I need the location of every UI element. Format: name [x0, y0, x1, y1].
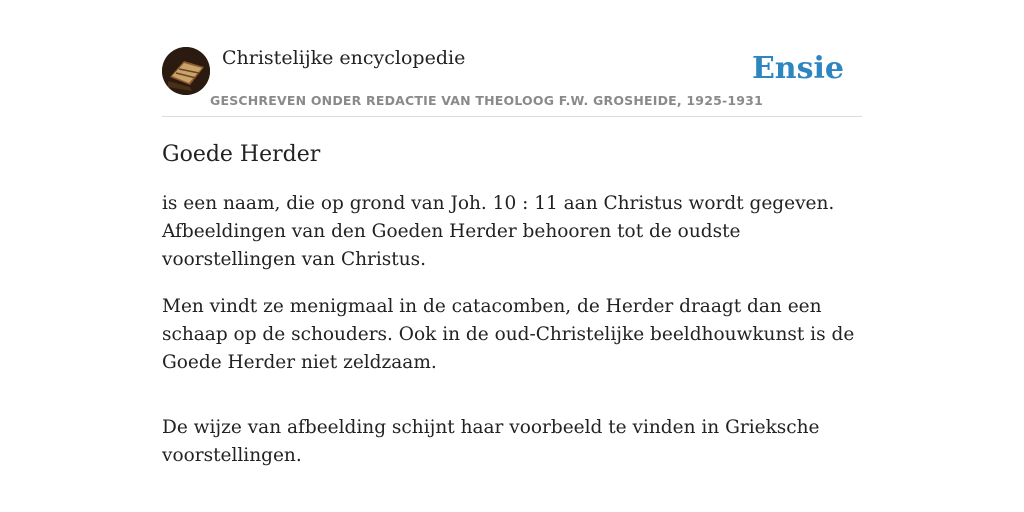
source-header	[162, 45, 862, 117]
article	[162, 139, 862, 489]
brand-logo[interactable]: Ensie	[751, 51, 844, 86]
book-image-icon	[162, 47, 210, 95]
source-title[interactable]: Christelijke encyclopedie	[222, 47, 466, 69]
article-title: Goede Herder	[162, 142, 321, 167]
source-avatar[interactable]	[162, 47, 210, 95]
source-subtitle: GESCHREVEN ONDER REDACTIE VAN THEOLOOG F.W. GROSHEIDE, 1925-1931	[210, 93, 763, 108]
article-paragraph: Men vindt ze menigmaal in de catacomben, de Herder draagt dan een schaap op de schouders. Ook in de oud-Christelijke beeldhouwkunst is de Goede Herder niet zeldzaam.	[162, 296, 855, 373]
article-paragraph: is een naam, die op grond van Joh. 10 : 11 aan Christus wordt gegeven. Afbeeldingen van den Goeden Herder behooren tot de oudste voorstellingen van Christus.	[162, 193, 835, 270]
article-paragraph: De wijze van afbeelding schijnt haar voorbeeld te vinden in Grieksche voorstellingen.	[162, 417, 820, 466]
